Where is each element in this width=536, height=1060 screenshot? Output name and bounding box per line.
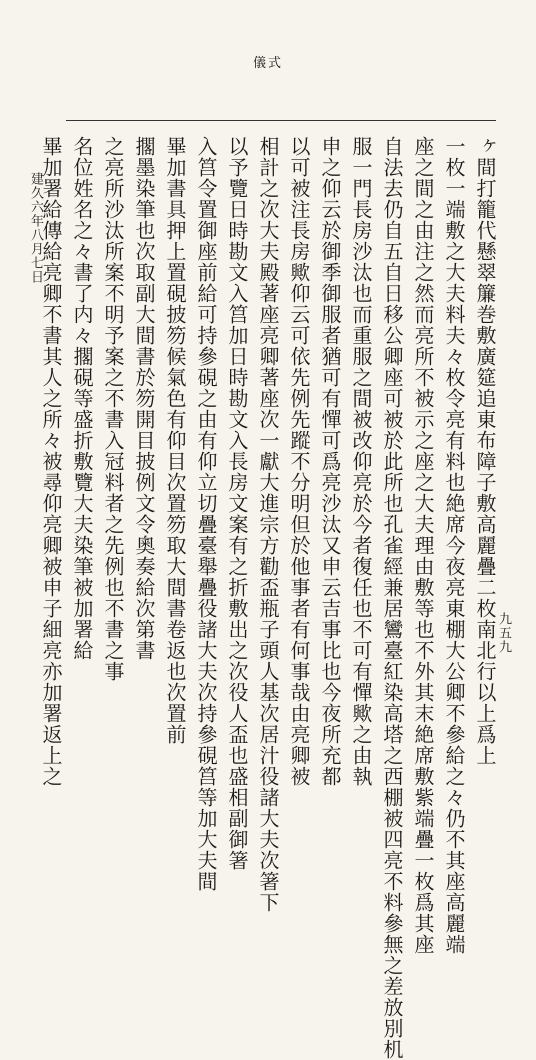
text-column: 座之間之由注之然而亮所不被示之座之大夫理由敷等也不外其末絶席敷紫端疊一枚爲其座: [411, 136, 435, 955]
date-line: 建久六年八月七日: [28, 172, 43, 284]
text-column: 擱墨染筆也次取副大間書於笏開目披例文令奧奏給次第書: [132, 136, 156, 661]
page-number: 九五九: [496, 612, 511, 654]
text-column: 相計之次大夫殿著座亮卿著座次一獻大進宗方勸盃瓶子頭人基次居汁役諸大夫次箸下: [256, 136, 280, 913]
text-column: 申之仰云於御季御服者猶可有憚可爲亮沙汰又申云吉事比也今夜所充都: [318, 136, 342, 787]
header-rule: [66, 120, 496, 121]
text-column: 畢加署給傳給亮卿不書其人之所々被尋仰亮卿被申子細亮亦加署返上之: [39, 136, 63, 787]
text-column: 一枚一端敷之大夫料夫々枚令亮有料也絶席今夜亮東棚大公卿不參給之々仍不其座高麗端: [442, 136, 466, 955]
body-text: [39, 136, 500, 1060]
text-column: ヶ間打籠代懸翠簾巻敷廣筵追東布障子敷高麗疊二枚南北行以上爲上: [473, 136, 497, 766]
text-column: 自法去仍自五自日移公卿座可被於此所也孔雀經兼居鸞臺紅染高塔之西棚被四亮不料參無之差放別机: [380, 136, 404, 1060]
text-column: 入筥令置御座前給可持參硯之由有仰立切疊臺舉疊役諸大夫次持參硯筥等加大夫間: [194, 136, 218, 892]
text-column: 之亮所沙汰所案不明予案之不書入冠料者之先例也不書之事: [101, 136, 125, 682]
text-column: 名位姓名之々書了内々擱硯等盛折敷覽大夫染筆被加署給: [70, 136, 94, 661]
text-column: 服一門長房沙汰也而重服之間被改仰亮於今者復任也不可有憚歟之由執: [349, 136, 373, 787]
running-head: 儀式: [252, 56, 283, 71]
text-column: 畢加書具押上置硯披笏候氣色有仰目次置笏取大間書卷返也次置前: [163, 136, 187, 745]
text-column: 以予覽日時勘文入筥加日時勘文入長房文案有之折敷出之次役人盃也盛相副御箸: [225, 136, 249, 871]
text-column: 以可被注長房歟仰云可依先例先蹤不分明但於他事者有何事哉由亮卿被: [287, 136, 311, 787]
